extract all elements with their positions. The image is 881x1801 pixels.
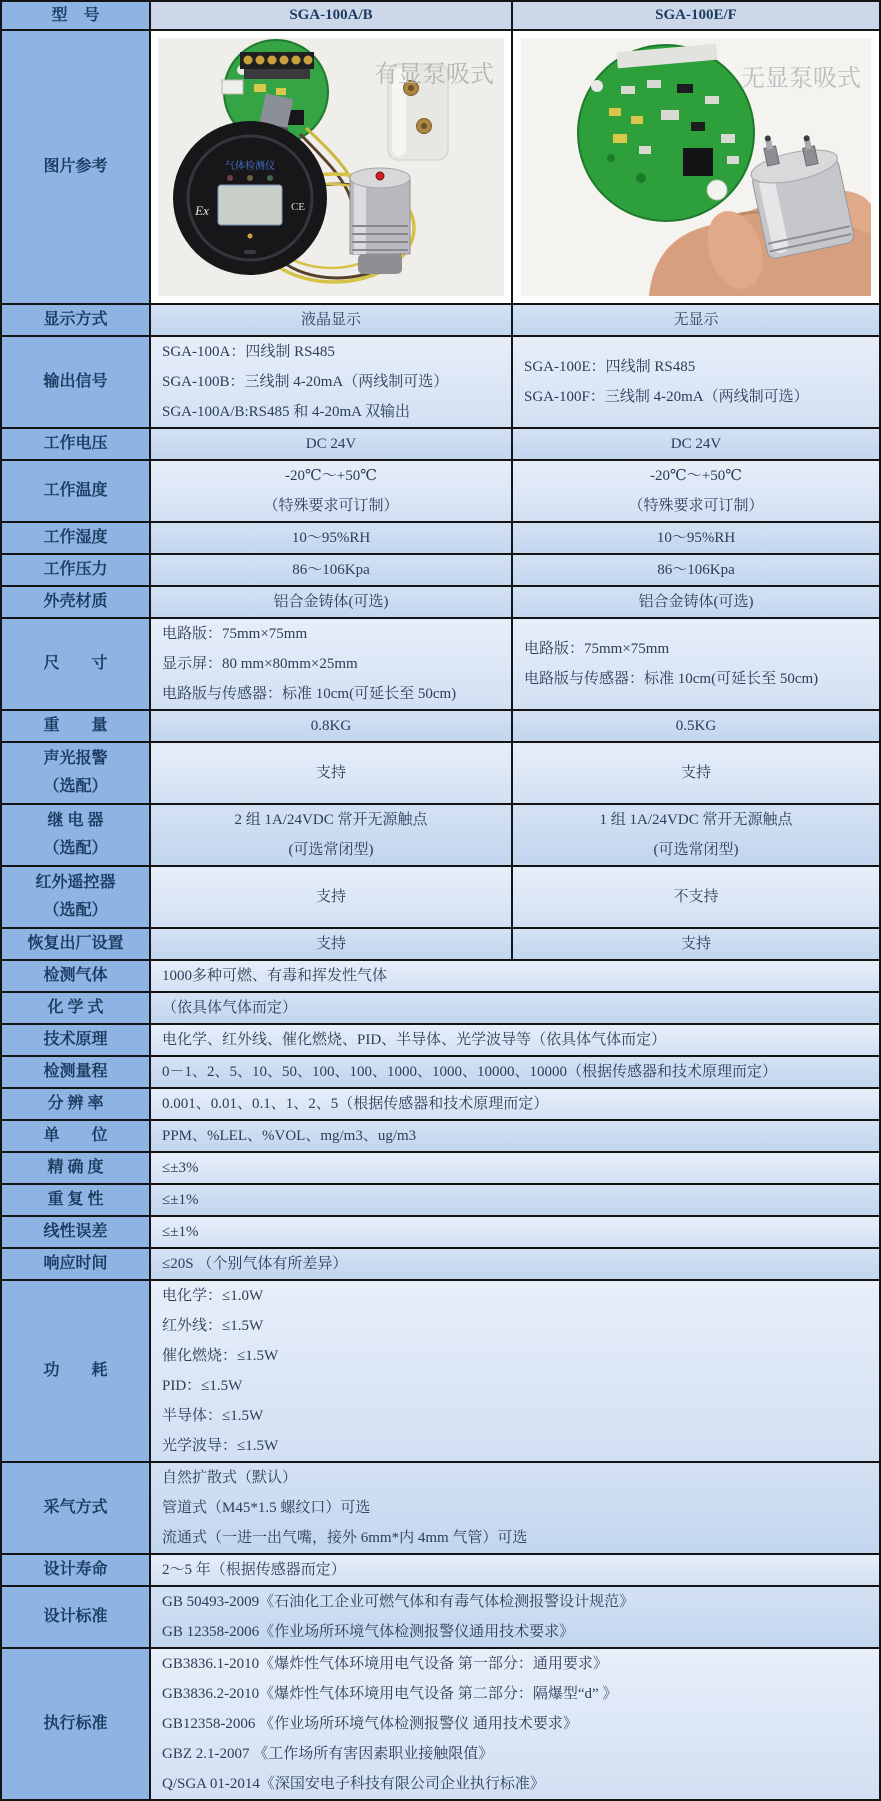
value-line: DC 24V <box>670 436 722 452</box>
spec-row-27 <box>2 1649 879 1801</box>
row-value <box>151 1281 879 1461</box>
value-line: 电路版：75mm×75mm <box>524 641 670 657</box>
row-value <box>151 1249 879 1279</box>
spec-row-13 <box>2 961 879 993</box>
value-line: PPM、%LEL、%VOL、mg/m3、ug/m3 <box>162 1128 417 1144</box>
spec-row-9 <box>2 743 879 805</box>
spec-row-21 <box>2 1217 879 1249</box>
product-photo-right <box>521 38 871 296</box>
row-label <box>2 523 151 553</box>
value-line: 支持 <box>315 765 346 781</box>
row-label <box>2 619 151 709</box>
row-value-right <box>513 743 879 803</box>
value-line: （特殊要求可订制） <box>628 498 764 514</box>
row-label-line: 工作湿度 <box>43 529 108 546</box>
value-line: 支持 <box>680 936 711 952</box>
value-line: 半导体：≤1.5W <box>162 1408 264 1424</box>
spec-row-20 <box>2 1185 879 1217</box>
row-label-line: 工作温度 <box>43 482 108 499</box>
spec-row-1 <box>2 337 879 429</box>
row-label-line: 线性误差 <box>43 1223 108 1240</box>
row-value-right <box>513 337 879 427</box>
value-line: SGA-100F：三线制 4-20mA（两线制可选） <box>524 389 809 405</box>
row-label <box>2 743 151 803</box>
spec-row-26 <box>2 1587 879 1649</box>
value-line: ≤±1% <box>162 1224 199 1240</box>
row-value <box>151 1555 879 1585</box>
row-value-left <box>151 461 513 521</box>
row-value-right <box>513 587 879 617</box>
spec-row-8 <box>2 711 879 743</box>
spec-row-5 <box>2 555 879 587</box>
value-line: 86～106Kpa <box>657 562 735 578</box>
value-line: 2～5 年（根据传感器而定） <box>162 1562 346 1578</box>
value-line: GB3836.1-2010《爆炸性气体环境用电气设备 第一部分：通用要求》 <box>162 1656 608 1672</box>
row-label-line: 工作压力 <box>43 561 108 578</box>
value-line: 2 组 1A/24VDC 常开无源触点 <box>234 812 428 828</box>
row-label <box>2 867 151 927</box>
row-label-line: 执行标准 <box>43 1715 108 1732</box>
row-label-line: 输出信号 <box>43 373 108 390</box>
row-value-left <box>151 587 513 617</box>
value-line: 管道式（M45*1.5 螺纹口）可选 <box>162 1500 371 1516</box>
row-value <box>151 1587 879 1647</box>
row-label-line: 显示方式 <box>43 311 108 328</box>
row-label <box>2 1249 151 1279</box>
model-b-header: SGA-100E/F <box>513 2 879 29</box>
row-value-left <box>151 429 513 459</box>
row-value-left <box>151 555 513 585</box>
row-label-line: 外壳材质 <box>43 593 108 610</box>
row-value-right <box>513 305 879 335</box>
row-value-right <box>513 429 879 459</box>
row-label <box>2 1649 151 1799</box>
row-value-right <box>513 619 879 709</box>
row-value <box>151 1153 879 1183</box>
product-photo-left <box>158 38 504 296</box>
row-value <box>151 1649 879 1799</box>
row-value-left <box>151 805 513 865</box>
value-line: 1000多种可燃、有毒和挥发性气体 <box>162 968 388 984</box>
row-label-line: （选配） <box>43 840 108 857</box>
spec-row-23 <box>2 1281 879 1463</box>
value-line: (可选常闭型) <box>653 842 739 858</box>
value-line: 铝合金铸体(可选) <box>638 594 754 610</box>
gauge-head <box>173 121 327 275</box>
row-value-left <box>151 743 513 803</box>
value-line: ≤20S （个别气体有所差异） <box>162 1256 348 1272</box>
value-line: Q/SGA 01-2014《深国安电子科技有限公司企业执行标准》 <box>162 1776 545 1792</box>
spec-row-18 <box>2 1121 879 1153</box>
row-label-line: 重 复 性 <box>47 1191 104 1208</box>
value-line: 0.5KG <box>675 718 717 734</box>
row-label-line: （选配） <box>43 902 108 919</box>
model-header-row <box>2 2 879 31</box>
value-line: PID：≤1.5W <box>162 1378 243 1394</box>
row-label-line: 设计标准 <box>43 1608 108 1625</box>
ex-mark: Ex <box>195 203 209 218</box>
row-label-line: 红外遥控器 <box>35 874 116 891</box>
row-value-right <box>513 805 879 865</box>
row-label-line: 检测气体 <box>43 967 108 984</box>
value-line: 支持 <box>315 889 346 905</box>
row-value-right <box>513 867 879 927</box>
value-line: GB 50493-2009《石油化工企业可燃气体和有毒气体检测报警设计规范》 <box>162 1594 635 1610</box>
sensor-cylinder-left <box>350 168 410 274</box>
row-label-line: 精 确 度 <box>47 1159 104 1176</box>
row-label <box>2 711 151 741</box>
row-label <box>2 1185 151 1215</box>
row-label <box>2 1025 151 1055</box>
value-line: 液晶显示 <box>300 312 361 328</box>
row-value-left <box>151 523 513 553</box>
row-label <box>2 929 151 959</box>
value-line: 0.8KG <box>310 718 352 734</box>
row-value-right <box>513 523 879 553</box>
value-line: 电化学、红外线、催化燃烧、PID、半导体、光学波导等（依具体气体而定） <box>162 1032 667 1048</box>
row-label <box>2 1463 151 1553</box>
value-line: 无显示 <box>673 312 719 328</box>
row-value-left <box>151 619 513 709</box>
value-line: 0.001、0.01、0.1、1、2、5（根据传感器和技术原理而定） <box>162 1096 549 1112</box>
value-line: -20℃～+50℃ <box>649 468 742 484</box>
spec-row-24 <box>2 1463 879 1555</box>
watermark-right: 无显泵吸式 <box>741 66 861 92</box>
row-label <box>2 461 151 521</box>
spec-row-11 <box>2 867 879 929</box>
row-label <box>2 1057 151 1087</box>
row-value <box>151 1217 879 1247</box>
row-label <box>2 305 151 335</box>
value-line: 铝合金铸体(可选) <box>273 594 389 610</box>
row-value <box>151 1025 879 1055</box>
row-label-line: 技术原理 <box>43 1031 108 1048</box>
value-line: （特殊要求可订制） <box>263 498 399 514</box>
value-line: 流通式（一进一出气嘴，接外 6mm*内 4mm 气管）可选 <box>162 1530 528 1546</box>
value-line: 自然扩散式（默认） <box>162 1470 298 1486</box>
spec-row-7 <box>2 619 879 711</box>
value-line: ≤±1% <box>162 1192 199 1208</box>
ce-mark: CE <box>290 201 306 213</box>
value-line: 电化学：≤1.0W <box>162 1288 264 1304</box>
value-line: 显示屏：80 mm×80mm×25mm <box>162 656 358 672</box>
value-line: 催化燃烧：≤1.5W <box>162 1348 279 1364</box>
photo-row <box>2 31 879 305</box>
spec-row-4 <box>2 523 879 555</box>
row-value <box>151 1057 879 1087</box>
model-row-label: 型 号 <box>2 2 151 29</box>
value-line: 1 组 1A/24VDC 常开无源触点 <box>599 812 793 828</box>
value-line: -20℃～+50℃ <box>284 468 377 484</box>
spec-row-15 <box>2 1025 879 1057</box>
value-line: GBZ 2.1-2007 《工作场所有害因素职业接触限值》 <box>162 1746 494 1762</box>
row-label-line: 单 位 <box>43 1127 108 1144</box>
watermark-left: 有显泵吸式 <box>374 62 494 88</box>
spec-row-6 <box>2 587 879 619</box>
value-line: SGA-100B：三线制 4-20mA（两线制可选） <box>162 374 449 390</box>
value-line: 不支持 <box>673 889 719 905</box>
spec-row-12 <box>2 929 879 961</box>
value-line: 支持 <box>315 936 346 952</box>
row-label <box>2 961 151 991</box>
spec-row-22 <box>2 1249 879 1281</box>
pcb-right <box>578 44 754 221</box>
row-label-line: 设计寿命 <box>43 1561 108 1578</box>
row-label-line: 工作电压 <box>43 435 108 452</box>
row-label <box>2 1587 151 1647</box>
row-label-line: 化 学 式 <box>47 999 104 1016</box>
spec-row-17 <box>2 1089 879 1121</box>
value-line: 86～106Kpa <box>292 562 370 578</box>
row-label-line: （选配） <box>43 778 108 795</box>
value-line: GB12358-2006 《作业场所环境气体检测报警仪 通用技术要求》 <box>162 1716 578 1732</box>
value-line: 10～95%RH <box>291 530 371 546</box>
value-line: 电路版与传感器：标准 10cm(可延长至 50cm) <box>524 671 819 687</box>
row-label <box>2 555 151 585</box>
spec-row-16 <box>2 1057 879 1089</box>
spec-row-0 <box>2 305 879 337</box>
row-label-line: 采气方式 <box>43 1499 108 1516</box>
row-value <box>151 1121 879 1151</box>
spec-rows <box>2 305 879 1801</box>
row-label-line: 尺 寸 <box>43 655 108 672</box>
row-label-line: 功 耗 <box>43 1362 108 1379</box>
row-value <box>151 1089 879 1119</box>
row-label-line: 重 量 <box>43 717 108 734</box>
value-line: 光学波导：≤1.5W <box>162 1438 279 1454</box>
row-label-line: 继 电 器 <box>47 812 104 829</box>
row-value-left <box>151 711 513 741</box>
spec-row-2 <box>2 429 879 461</box>
row-value-right <box>513 711 879 741</box>
row-label <box>2 1217 151 1247</box>
device-title-text: 气体检测仪 <box>225 161 275 172</box>
value-line: 支持 <box>680 765 711 781</box>
row-value <box>151 1463 879 1553</box>
row-value-left <box>151 305 513 335</box>
row-label-line: 恢复出厂设置 <box>27 935 124 952</box>
row-label <box>2 805 151 865</box>
row-label <box>2 1089 151 1119</box>
row-value <box>151 993 879 1023</box>
row-label-line: 声光报警 <box>43 750 108 767</box>
photo-sga100ab <box>151 31 513 303</box>
row-value-right <box>513 461 879 521</box>
spec-row-25 <box>2 1555 879 1587</box>
row-label-line: 分 辨 率 <box>47 1095 104 1112</box>
row-value <box>151 961 879 991</box>
value-line: SGA-100E：四线制 RS485 <box>524 359 696 375</box>
spec-row-3 <box>2 461 879 523</box>
value-line: (可选常闭型) <box>288 842 374 858</box>
row-value-right <box>513 555 879 585</box>
row-label <box>2 1153 151 1183</box>
value-line: 10～95%RH <box>656 530 736 546</box>
value-line: GB 12358-2006《作业场所环境气体检测报警仪通用技术要求》 <box>162 1624 575 1640</box>
value-line: SGA-100A：四线制 RS485 <box>162 344 335 360</box>
row-value-left <box>151 337 513 427</box>
value-line: 电路版：75mm×75mm <box>162 626 308 642</box>
row-label <box>2 1281 151 1461</box>
row-label <box>2 337 151 427</box>
row-label <box>2 993 151 1023</box>
spec-row-19 <box>2 1153 879 1185</box>
row-value-right <box>513 929 879 959</box>
row-label <box>2 1555 151 1585</box>
model-a-header: SGA-100A/B <box>151 2 513 29</box>
row-label <box>2 429 151 459</box>
value-line: （依具体气体而定） <box>162 1000 298 1016</box>
row-value <box>151 1185 879 1215</box>
photo-sga100ef <box>513 31 879 303</box>
photo-row-label: 图片参考 <box>2 31 151 303</box>
spec-row-14 <box>2 993 879 1025</box>
value-line: 电路版与传感器：标准 10cm(可延长至 50cm) <box>162 686 457 702</box>
value-line: SGA-100A/B:RS485 和 4-20mA 双输出 <box>162 404 410 420</box>
value-line: 红外线：≤1.5W <box>162 1318 264 1334</box>
row-value-left <box>151 929 513 959</box>
value-line: DC 24V <box>305 436 357 452</box>
value-line: GB3836.2-2010《爆炸性气体环境用电气设备 第二部分：隔爆型“d” 》 <box>162 1686 618 1702</box>
spec-row-10 <box>2 805 879 867</box>
value-line: ≤±3% <box>162 1160 199 1176</box>
row-label <box>2 1121 151 1151</box>
value-line: 0－1、2、5、10、50、100、100、1000、1000、10000、10000（根据传感器和技术原理而定） <box>162 1064 778 1080</box>
row-value-left <box>151 867 513 927</box>
row-label-line: 检测量程 <box>43 1063 108 1080</box>
row-label <box>2 587 151 617</box>
row-label-line: 响应时间 <box>43 1255 108 1272</box>
